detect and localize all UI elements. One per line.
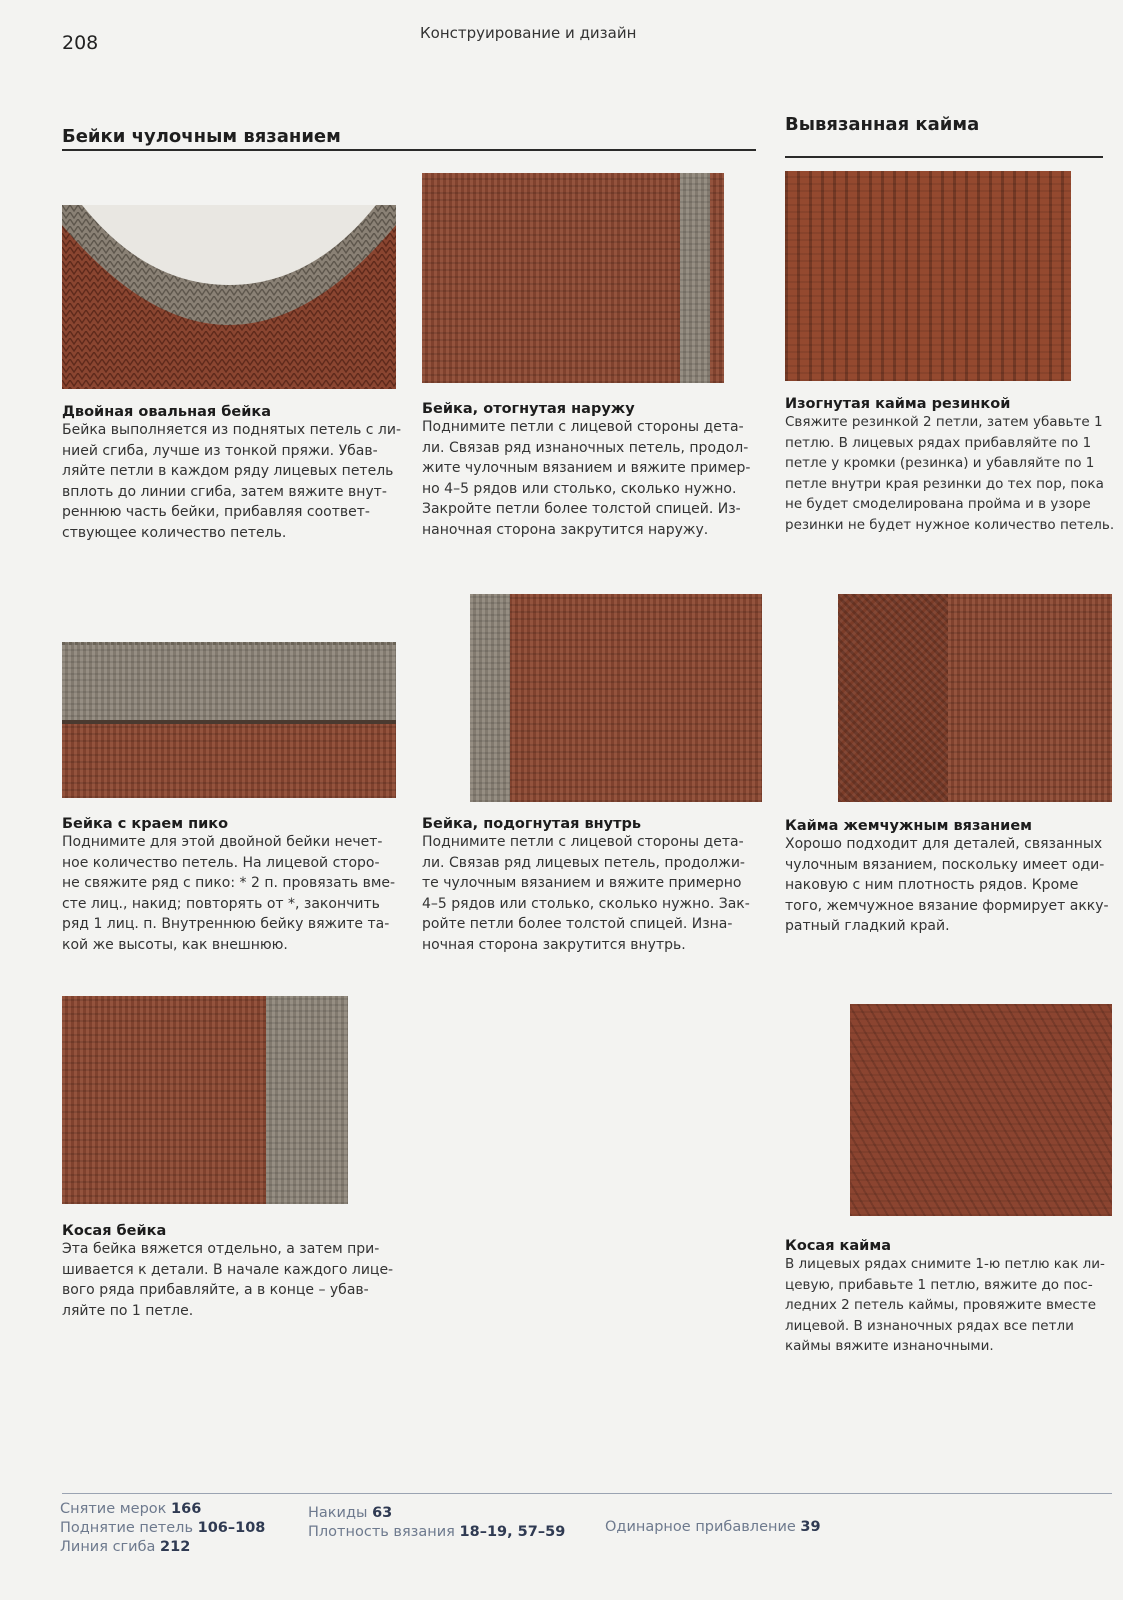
footer-ref-link[interactable]: Плотность вязания 18–19, 57–59 (308, 1524, 566, 1540)
item-caption: Двойная овальная бейка (62, 404, 271, 420)
item-body: Поднимите для этой двойной бейки нечет- ное количество петель. На лицевой сторо- не свяжите ряд с пико: * 2 п. провязать вме- сте лиц., накид; повторять от *, закончить ряд 1 лиц. п. Внутреннюю бейку вяжите та- кой же высоты, как внешнюю. (62, 834, 396, 953)
item-body: Поднимите петли с лицевой стороны дета- ли. Связав ряд лицевых петель, продолжи- те чулочным вязанием и вяжите примерно 4–5 рядов или столько, сколько нужно. Зак- ройте петли более толстой спицей. Изна- ночная сторона закрутится внутрь. (422, 834, 750, 953)
section-rule-right (785, 156, 1103, 158)
item-block-3 (785, 396, 1115, 535)
item-body: Бейка выполняется из поднятых петель с ли- нией сгиба, лучше из тонкой пряжи. Убав- ляйте петли в каждом ряду лицевых петель вплоть до линии сгиба, затем вяжите внут- реннюю часть бейки, прибавляя соответ- ствующее количество петель. (62, 422, 402, 541)
item-caption: Косая бейка (62, 1223, 167, 1239)
footer-rule (62, 1493, 1112, 1494)
item-body: Свяжите резинкой 2 петли, затем убавьте 1 петлю. В лицевых рядах прибавляйте по 1 петле у кромки (резинка) и убавляйте по 1 петле внутри края резинки до тех пор, пока не будет смоделирована пройма и в узоре резинки не будет нужное количество петель. (785, 414, 1115, 533)
section-title-left: Бейки чулочным вязанием (62, 126, 341, 147)
item-block-8 (785, 1238, 1115, 1357)
item-block-1 (62, 404, 402, 543)
item-caption: Кайма жемчужным вязанием (785, 818, 1033, 834)
footer-col-3 (605, 1518, 821, 1537)
item-block-5 (422, 816, 762, 955)
item-caption: Бейка с краем пико (62, 816, 229, 832)
photo-band-turned-in (470, 594, 762, 802)
item-block-4 (62, 816, 402, 955)
section-title-right: Вывязанная кайма (785, 114, 980, 135)
item-body: Поднимите петли с лицевой стороны дета- ли. Связав ряд изнаночных петель, продол- жите чулочным вязанием и вяжите пример- но 4–5 рядов или столько, сколько нужно. Закройте петли более толстой спицей. Из- наночная сторона закрутится наружу. (422, 419, 751, 538)
photo-curved-rib-border (785, 171, 1071, 381)
running-title: Конструирование и дизайн (420, 24, 637, 42)
footer-ref-link[interactable]: Линия сгиба 212 (60, 1539, 191, 1555)
photo-band-rolled-out (422, 173, 724, 383)
footer-ref-link[interactable]: Снятие мерок 166 (60, 1501, 202, 1517)
photo-bias-border (850, 1004, 1112, 1216)
page-number: 208 (62, 32, 99, 54)
item-body: Эта бейка вяжется отдельно, а затем при- шивается к детали. В начале каждого лице- вого ряда прибавляйте, а в конце – убав- ляйте по 1 петле. (62, 1241, 394, 1319)
footer-col-1 (60, 1500, 265, 1557)
photo-bias-band (62, 996, 348, 1204)
item-caption: Изогнутая кайма резинкой (785, 396, 1011, 412)
item-caption: Бейка, подогнутая внутрь (422, 816, 642, 832)
item-caption: Косая кайма (785, 1238, 891, 1254)
photo-oval-neckband (62, 205, 396, 389)
item-block-6 (785, 818, 1115, 937)
footer-col-2 (308, 1504, 565, 1542)
footer-ref-link[interactable]: Накиды 63 (308, 1505, 393, 1521)
photo-picot-band (62, 638, 396, 798)
footer-ref-link[interactable]: Одинарное прибавление 39 (605, 1519, 821, 1535)
item-caption: Бейка, отогнутая наружу (422, 401, 635, 417)
photo-seed-stitch-border (838, 594, 1112, 802)
item-block-2 (422, 401, 762, 540)
item-block-7 (62, 1223, 402, 1321)
footer-ref-link[interactable]: Поднятие петель 106–108 (60, 1520, 266, 1536)
section-rule-left (62, 149, 756, 151)
item-body: Хорошо подходит для деталей, связанных чулочным вязанием, поскольку имеет оди- наковую с ним плотность рядов. Кроме того, жемчужное вязание формирует акку- ратный гладкий край. (785, 836, 1109, 934)
item-body: В лицевых рядах снимите 1-ю петлю как ли- цевую, прибавьте 1 петлю, вяжите до пос- ледних 2 петель каймы, провяжите вместе лицевой. В изнаночных рядах все петли каймы вяжите изнаночными. (785, 1256, 1105, 1354)
